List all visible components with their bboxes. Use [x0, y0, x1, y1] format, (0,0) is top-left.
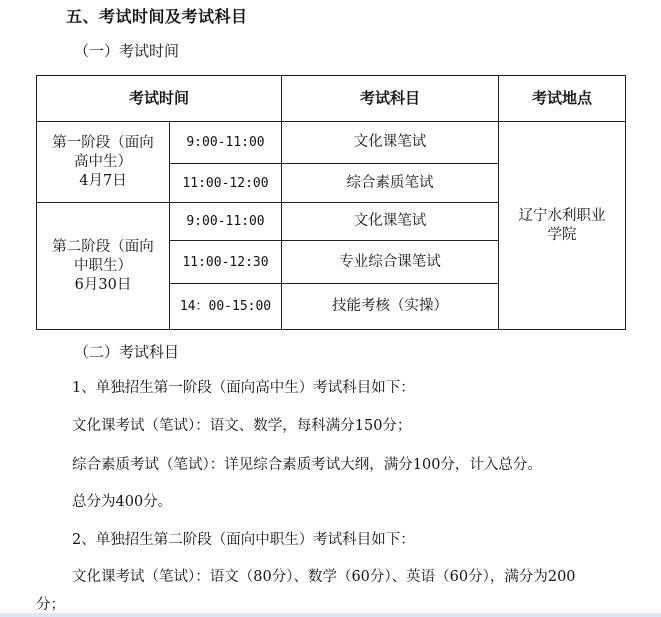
paragraph-total-score: 总分为400分。: [72, 494, 173, 510]
subheading-exam-subjects: （二）考试科目: [74, 343, 180, 361]
exam-schedule-table: [36, 75, 626, 330]
time-cell: 11:00-12:00: [170, 164, 282, 203]
stage-two-date: 6月30日: [74, 276, 132, 293]
paragraph-stage-two-culture-exam-cont: 分；: [36, 597, 65, 613]
stage-one-cell: [37, 122, 170, 203]
time-cell: 9:00-11:00: [170, 122, 282, 164]
stage-one-date: 4月7日: [79, 172, 127, 189]
subject-cell: 文化课笔试: [282, 122, 499, 164]
header-exam-subject: 考试科目: [282, 76, 499, 122]
stage-two-label-line2: 中职生）: [74, 257, 132, 274]
stage-one-label-line1: 第一阶段（面向: [52, 134, 154, 151]
header-exam-time: 考试时间: [37, 76, 282, 122]
subject-cell: 综合素质笔试: [282, 164, 499, 203]
subject-cell: 文化课笔试: [282, 203, 499, 241]
location-line1: 辽宁水利职业: [518, 207, 606, 224]
paragraph-stage-two-intro: 2、单独招生第二阶段（面向中职生）考试科目如下：: [72, 532, 415, 548]
subheading-exam-time: （一）考试时间: [74, 42, 180, 60]
window-bottom-edge: [0, 613, 661, 617]
paragraph-stage-two-culture-exam: 文化课考试（笔试）：语文（80分）、数学（60分）、英语（60分），满分为200: [72, 569, 576, 585]
time-cell: 14：00-15:00: [170, 284, 282, 330]
paragraph-quality-exam: 综合素质考试（笔试）：详见综合素质考试大纲，满分100分，计入总分。: [72, 457, 542, 473]
subject-cell: 专业综合课笔试: [282, 241, 499, 284]
stage-two-label-line1: 第二阶段（面向: [52, 238, 154, 255]
time-cell: 11:00-12:30: [170, 241, 282, 284]
section-heading: 五、考试时间及考试科目: [66, 7, 248, 26]
stage-two-cell: [37, 203, 170, 330]
time-cell: 9:00-11:00: [170, 203, 282, 241]
location-cell: [499, 122, 626, 330]
stage-one-label-line2: 高中生）: [74, 153, 132, 170]
subject-cell: 技能考核（实操）: [282, 284, 499, 330]
table-header-row: [37, 76, 626, 122]
location-line2: 学院: [547, 226, 577, 243]
header-exam-location: 考试地点: [499, 76, 626, 122]
table-row: [37, 122, 626, 164]
paragraph-culture-exam: 文化课考试（笔试）：语文、数学，每科满分150分；: [72, 418, 412, 434]
paragraph-stage-one-intro: 1、单独招生第一阶段（面向高中生）考试科目如下：: [72, 380, 415, 396]
